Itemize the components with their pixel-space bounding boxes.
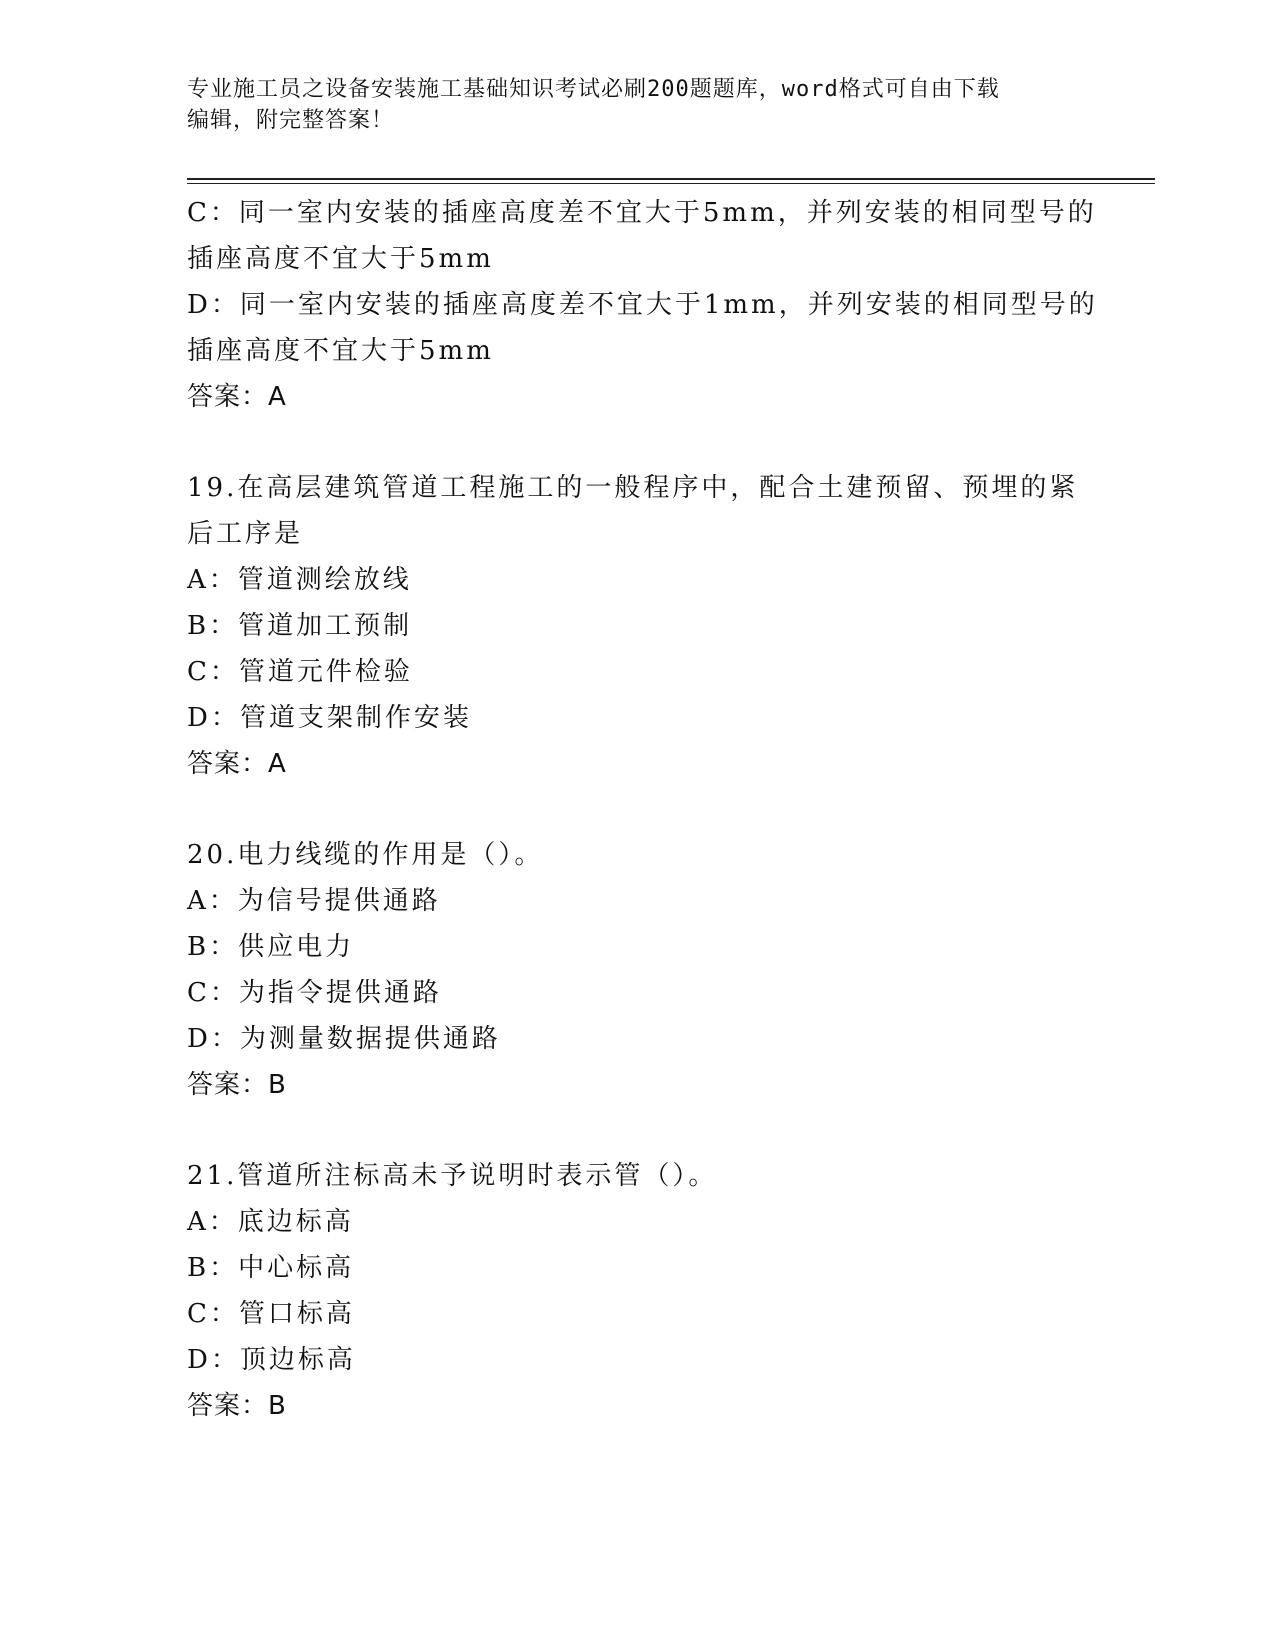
question-stem-line-1: 20.电力线缆的作用是（）。 <box>187 840 544 870</box>
header-line-2: 编辑，附完整答案！ <box>187 108 395 133</box>
question-stem-line-2: 后工序是 <box>187 519 304 549</box>
document-header <box>187 74 1087 136</box>
question-stem-line-1: 19.在高层建筑管道工程施工的一般程序中，配合土建预留、预埋的紧 <box>187 473 1079 503</box>
answer-line: 答案：B <box>187 1070 287 1100</box>
option-b: B：管道加工预制 <box>187 611 413 641</box>
option-d: D：管道支架制作安装 <box>187 703 472 733</box>
option-a: A：底边标高 <box>187 1207 354 1237</box>
previous-question <box>187 190 1098 420</box>
option-a: A：管道测绘放线 <box>187 565 412 595</box>
option-d: D：顶边标高 <box>187 1345 356 1375</box>
header-divider <box>187 178 1155 184</box>
option-c-line-1: C：同一室内安装的插座高度差不宜大于5mm，并列安装的相同型号的 <box>187 198 1097 228</box>
answer-line: 答案：A <box>187 749 287 779</box>
option-d: D：为测量数据提供通路 <box>187 1024 501 1054</box>
question-19 <box>187 465 1087 787</box>
option-d-line-1: D：同一室内安装的插座高度差不宜大于1mm，并列安装的相同型号的 <box>187 290 1098 320</box>
spacer <box>187 787 1087 832</box>
option-b: B：中心标高 <box>187 1253 355 1283</box>
answer-line: 答案：B <box>187 1391 287 1421</box>
header-line-1: 专业施工员之设备安装施工基础知识考试必刷200题题库，word格式可自由下载 <box>187 77 1000 102</box>
spacer <box>187 1108 1087 1153</box>
option-c-line-2: 插座高度不宜大于5mm <box>187 244 494 274</box>
question-20 <box>187 832 1087 1108</box>
question-content <box>187 190 1098 1429</box>
option-c: C：为指令提供通路 <box>187 978 442 1008</box>
option-b: B：供应电力 <box>187 932 355 962</box>
answer-line: 答案：A <box>187 382 287 412</box>
question-stem-line-1: 21.管道所注标高未予说明时表示管（）。 <box>187 1161 718 1191</box>
question-21 <box>187 1153 1087 1429</box>
option-c: C：管道元件检验 <box>187 657 413 687</box>
spacer <box>187 420 1087 465</box>
option-d-line-2: 插座高度不宜大于5mm <box>187 336 494 366</box>
option-c: C：管口标高 <box>187 1299 355 1329</box>
option-a: A：为信号提供通路 <box>187 886 441 916</box>
